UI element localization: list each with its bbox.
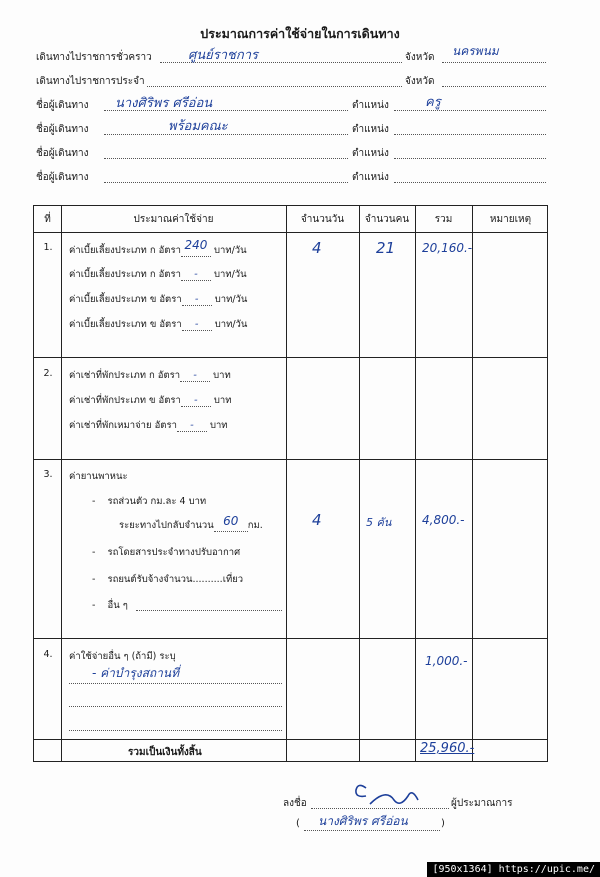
vehicle-heading: ค่ายานพาหนะ bbox=[69, 471, 128, 482]
other-vehicle-line: - อื่น ๆ bbox=[92, 600, 128, 611]
province-line-1 bbox=[442, 62, 546, 63]
vehicle-days: 4 bbox=[312, 511, 322, 529]
aircon-bus-line: - รถโดยสารประจำทางปรับอากาศ bbox=[92, 547, 241, 558]
name-open-paren: ( bbox=[296, 818, 300, 829]
trip-regular-line bbox=[147, 86, 402, 87]
other-expense-item: - ค่าบำรุงสถานที่ bbox=[92, 666, 180, 680]
col-people: จำนวนคน bbox=[364, 214, 410, 225]
traveler-line-3 bbox=[104, 158, 348, 159]
allowance-rate-1: 240 bbox=[184, 238, 208, 252]
allowance-people: 21 bbox=[376, 239, 396, 257]
traveler-name-1: นางศิริพร ศรีอ่อน bbox=[115, 96, 213, 111]
allowance-line-4: ค่าเบี้ยเลี้ยงประเภท ข อัตรา - บาท/วัน bbox=[69, 319, 248, 330]
traveler-name-2: พร้อมคณะ bbox=[168, 119, 228, 134]
col-remark: หมายเหตุ bbox=[489, 214, 532, 225]
trip-temp-value: ศูนย์ราชการ bbox=[188, 48, 259, 63]
grand-total-label: รวมเป็นเงินทั้งสิ้น bbox=[128, 747, 202, 758]
traveler-label-3: ชื่อผู้เดินทาง bbox=[36, 148, 89, 159]
col-total: รวม bbox=[434, 214, 453, 225]
position-value-1: ครู bbox=[425, 95, 441, 110]
traveler-label-2: ชื่อผู้เดินทาง bbox=[36, 124, 89, 135]
position-line-4 bbox=[394, 182, 546, 183]
position-label-2: ตำแหน่ง bbox=[352, 124, 389, 135]
hire-car-line: - รถยนต์รับจ้างจำนวน..........เที่ยว bbox=[92, 574, 244, 585]
position-label-3: ตำแหน่ง bbox=[352, 148, 389, 159]
section-3-no: 3. bbox=[43, 469, 53, 480]
province-label-1: จังหวัด bbox=[405, 52, 435, 63]
allowance-days: 4 bbox=[312, 239, 322, 257]
name-close-paren: ) bbox=[441, 818, 445, 829]
position-label-1: ตำแหน่ง bbox=[352, 100, 389, 111]
signature-mark bbox=[336, 778, 426, 810]
province-value-1: นครพนม bbox=[452, 44, 499, 58]
col-description: ประมาณค่าใช้จ่าย bbox=[133, 214, 214, 225]
vehicle-count: 5 คัน bbox=[366, 516, 392, 529]
allowance-line-3: ค่าเบี้ยเลี้ยงประเภท ข อัตรา - บาท/วัน bbox=[69, 294, 248, 305]
estimator-role: ผู้ประมาณการ bbox=[451, 798, 513, 809]
expense-table bbox=[33, 205, 548, 762]
position-label-4: ตำแหน่ง bbox=[352, 172, 389, 183]
position-line-1 bbox=[394, 110, 546, 111]
document-title: ประมาณการค่าใช้จ่ายในการเดินทาง bbox=[200, 26, 400, 41]
distance-value: 60 bbox=[223, 514, 239, 528]
signer-name: นางศิริพร ศรีอ่อน bbox=[318, 814, 408, 828]
section-4-no: 4. bbox=[43, 649, 53, 660]
section-1-no: 1. bbox=[43, 242, 53, 253]
vehicle-total: 4,800.- bbox=[422, 513, 465, 527]
allowance-total: 20,160.- bbox=[422, 241, 473, 255]
distance-line: ระยะทางไปกลับจำนวน 60 กม. bbox=[119, 514, 263, 531]
position-line-2 bbox=[394, 134, 546, 135]
col-no: ที่ bbox=[44, 214, 51, 225]
private-car-line: - รถส่วนตัว กม.ละ 4 บาท bbox=[92, 496, 207, 507]
traveler-line-4 bbox=[104, 182, 348, 183]
traveler-label-1: ชื่อผู้เดินทาง bbox=[36, 100, 89, 111]
trip-temp-label: เดินทางไปราชการชั่วคราว bbox=[36, 52, 152, 63]
other-expense-heading: ค่าใช้จ่ายอื่น ๆ (ถ้ามี) ระบุ bbox=[69, 651, 176, 662]
col-days: จำนวนวัน bbox=[300, 214, 345, 225]
lodging-line-1: ค่าเช่าที่พักประเภท ก อัตรา - บาท bbox=[69, 370, 231, 381]
trip-regular-label: เดินทางไปราชการประจำ bbox=[36, 76, 145, 87]
section-2-no: 2. bbox=[43, 368, 53, 379]
watermark: [950x1364] https://upic.me/ bbox=[427, 862, 600, 877]
province-label-2: จังหวัด bbox=[405, 76, 435, 87]
lodging-line-3: ค่าเช่าที่พักเหมาจ่าย อัตรา - บาท bbox=[69, 420, 228, 431]
position-line-3 bbox=[394, 158, 546, 159]
other-expense-total: 1,000.- bbox=[425, 654, 468, 668]
sign-label: ลงชื่อ bbox=[283, 798, 307, 809]
lodging-line-2: ค่าเช่าที่พักประเภท ข อัตรา - บาท bbox=[69, 395, 232, 406]
grand-total-value: 25,960.- bbox=[420, 741, 475, 756]
allowance-line-2: ค่าเบี้ยเลี้ยงประเภท ก อัตรา - บาท/วัน bbox=[69, 269, 247, 280]
traveler-label-4: ชื่อผู้เดินทาง bbox=[36, 172, 89, 183]
province-line-2 bbox=[442, 86, 546, 87]
allowance-line-1: ค่าเบี้ยเลี้ยงประเภท ก อัตรา 240 บาท/วัน bbox=[69, 238, 247, 256]
